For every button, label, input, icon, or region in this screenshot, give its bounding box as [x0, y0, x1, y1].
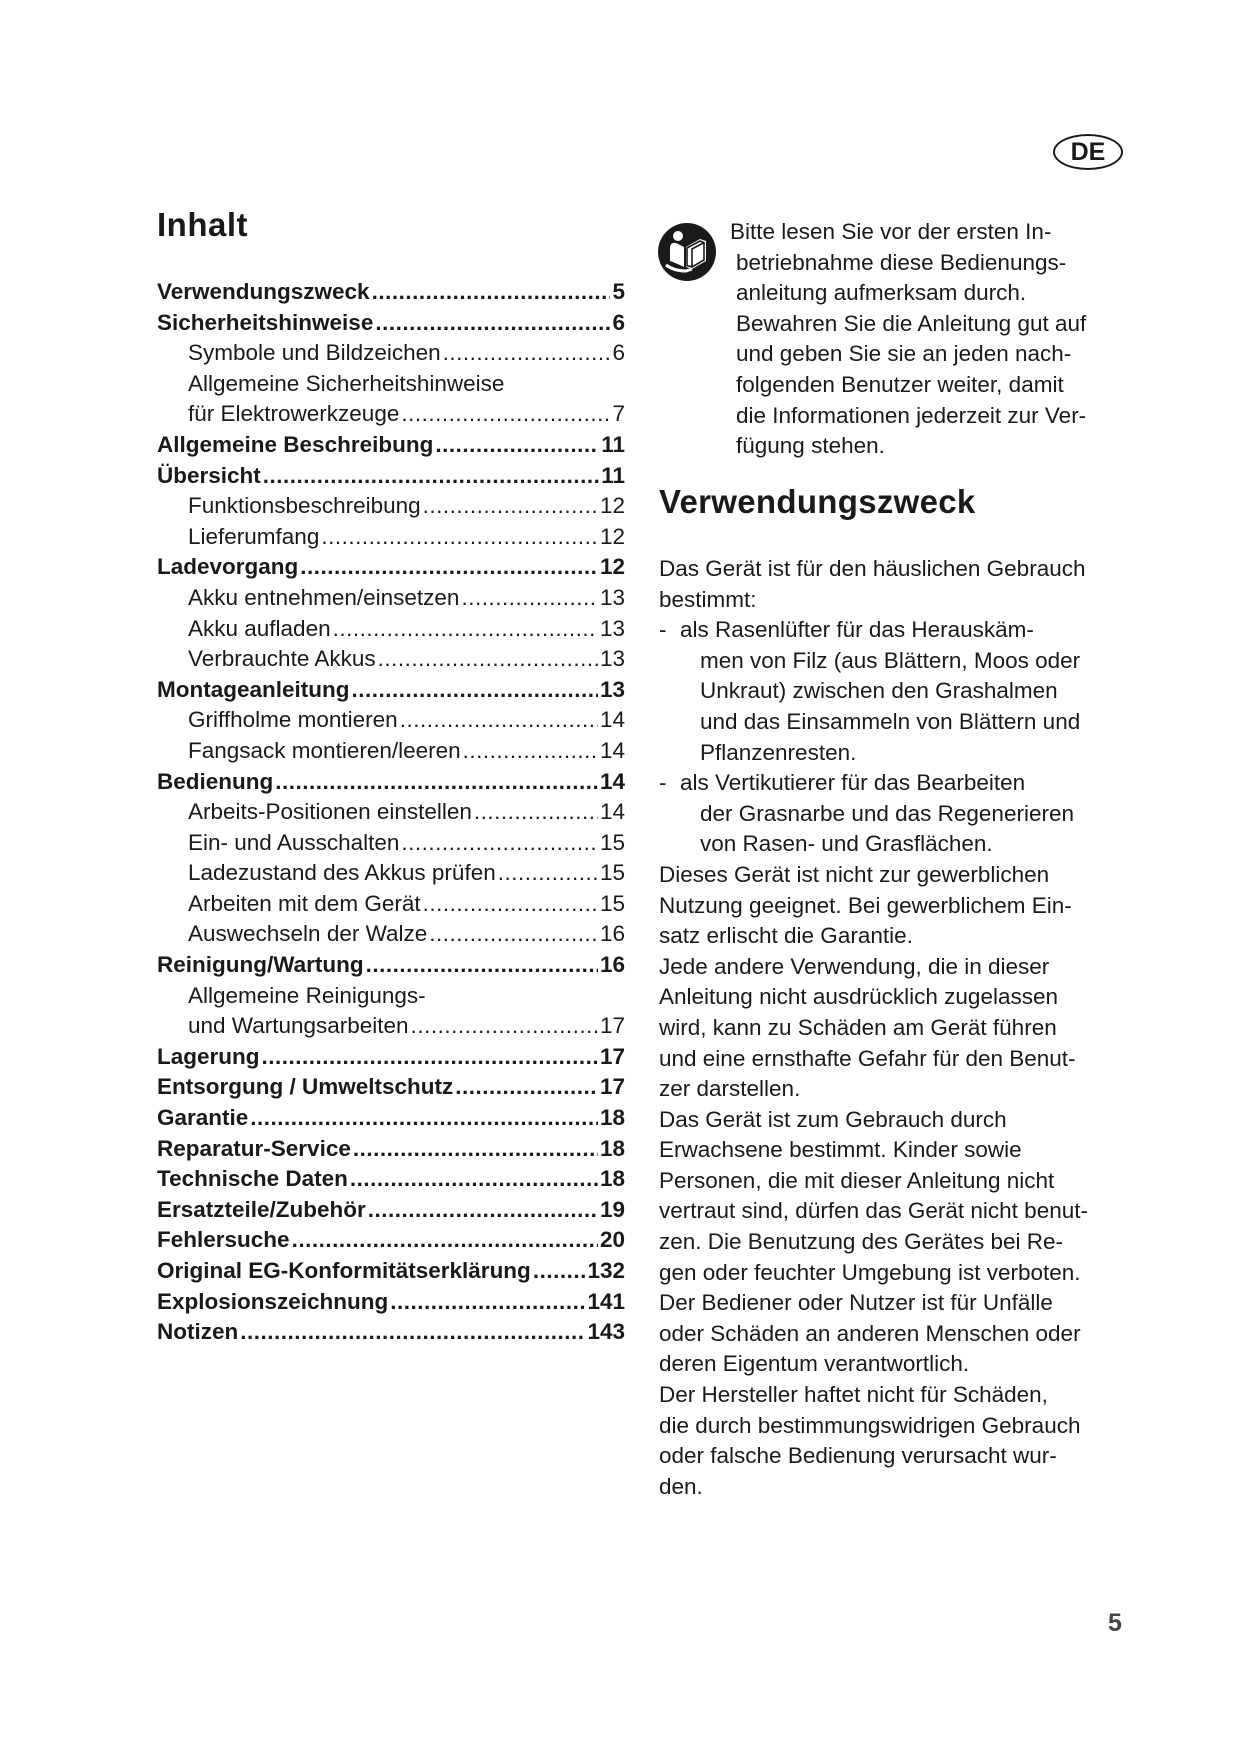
toc-entry-page: 14	[599, 737, 625, 763]
toc-entry-page: 18	[599, 1135, 625, 1161]
toc-entry-page: 20	[599, 1227, 625, 1253]
dot-leader	[455, 1072, 598, 1103]
toc-entry-label: Griffholme montieren	[188, 707, 398, 733]
body-line	[659, 1227, 1088, 1258]
toc-entry-page: 13	[599, 584, 625, 610]
toc-entry-page: 11	[601, 431, 625, 457]
toc-entry-label: Verbrauchte Akkus	[188, 646, 376, 672]
toc-entry	[157, 1103, 625, 1134]
table-of-contents	[157, 277, 625, 1348]
toc-entry	[157, 461, 625, 492]
dot-leader	[435, 430, 599, 461]
toc-entry	[157, 1287, 625, 1318]
body-line-text: zen. Die Benutzung des Gerätes bei Re-	[659, 1229, 1063, 1255]
body-line	[659, 738, 1088, 769]
toc-entry	[157, 1195, 625, 1226]
dot-leader	[263, 461, 599, 492]
body-line-text: von Rasen- und Grasflächen.	[700, 831, 993, 857]
toc-entry-label: Akku aufladen	[188, 615, 331, 641]
body-line-text: Anleitung nicht ausdrücklich zugelassen	[659, 984, 1058, 1010]
intro-line: Bitte lesen Sie vor der ersten In-	[730, 219, 1052, 244]
dot-leader	[292, 1225, 598, 1256]
body-line-text: deren Eigentum verantwortlich.	[659, 1351, 970, 1377]
dot-leader	[250, 1103, 598, 1134]
toc-entry-page: 14	[599, 768, 625, 794]
toc-entry-page: 6	[612, 309, 625, 335]
dot-leader	[321, 522, 598, 553]
toc-entry	[157, 797, 625, 828]
body-line-text: vertraut sind, dürfen das Gerät nicht benut-	[659, 1198, 1088, 1224]
toc-title: Inhalt	[157, 206, 248, 243]
body-line	[659, 1411, 1088, 1442]
toc-entry-label: Sicherheitshinweise	[157, 309, 374, 335]
toc-entry	[157, 889, 625, 920]
toc-entry-label: Original EG-Konformitätserklärung	[157, 1258, 531, 1283]
body-line-text: und eine ernsthafte Gefahr für den Benut-	[659, 1045, 1076, 1071]
toc-entry-page: 14	[599, 799, 625, 825]
body-line	[659, 707, 1088, 738]
body-line-text: Das Gerät ist für den häuslichen Gebrauch	[659, 556, 1086, 581]
toc-entry-label: Ein- und Ausschalten	[188, 829, 400, 855]
dot-leader	[378, 644, 598, 675]
body-line-text: Unkraut) zwischen den Grashalmen	[700, 678, 1058, 704]
body-line	[659, 829, 1088, 860]
body-line	[659, 891, 1088, 922]
toc-entry	[157, 522, 625, 553]
body-line	[659, 1135, 1088, 1166]
dot-leader	[400, 705, 598, 736]
toc-entry-page: 15	[599, 829, 625, 855]
toc-entry-page: 141	[587, 1288, 625, 1314]
toc-entry-label: Lagerung	[157, 1043, 260, 1069]
toc-entry-page: 18	[599, 1166, 625, 1192]
toc-entry	[157, 1164, 625, 1195]
toc-entry-page: 6	[612, 340, 625, 366]
toc-entry-page: 13	[599, 615, 625, 641]
dot-leader	[372, 277, 611, 308]
body-line-text: Nutzung geeignet. Bei gewerblichem Ein-	[659, 892, 1072, 918]
dot-leader	[275, 767, 598, 798]
toc-entry-page: 18	[599, 1105, 625, 1131]
toc-entry-label: Ladevorgang	[157, 554, 299, 580]
toc-entry-page: 11	[601, 462, 625, 488]
dot-leader	[353, 1134, 598, 1165]
toc-entry-page: 7	[612, 401, 625, 427]
body-line	[659, 860, 1088, 891]
bullet-line	[659, 615, 1088, 646]
toc-entry-label: Symbole und Bildzeichen	[188, 340, 441, 366]
dot-leader	[423, 491, 598, 522]
toc-entry-label: Fehlersuche	[157, 1227, 290, 1253]
toc-entry-page: 17	[599, 1043, 625, 1069]
toc-entry-label: Reinigung/Wartung	[157, 952, 364, 978]
toc-entry	[157, 1072, 625, 1103]
body-line	[659, 921, 1088, 952]
toc-entry-page: 143	[587, 1319, 625, 1345]
dot-leader	[366, 950, 598, 981]
toc-entry-label: Übersicht	[157, 462, 261, 488]
body-line-text: als Rasenlüfter für das Herauskäm-	[680, 617, 1034, 643]
toc-entry-label: Allgemeine Beschreibung	[157, 431, 434, 457]
toc-entry-label: Ersatzteile/Zubehör	[157, 1196, 366, 1222]
intro-line: folgenden Benutzer weiter, damit	[736, 371, 1064, 397]
toc-entry-label: Garantie	[157, 1105, 249, 1131]
body-line	[659, 554, 1088, 585]
dot-leader	[390, 1287, 585, 1318]
toc-entry-label: Arbeits-Positionen einstellen	[188, 799, 472, 825]
toc-entry-label: Verwendungszweck	[157, 279, 370, 304]
toc-entry	[157, 552, 625, 583]
toc-entry-page: 12	[599, 493, 625, 519]
toc-entry	[157, 919, 625, 950]
dot-leader	[429, 919, 598, 950]
toc-entry	[157, 981, 625, 1012]
body-line	[659, 1074, 1088, 1105]
toc-entry-label: und Wartungsarbeiten	[188, 1013, 409, 1039]
body-line-text: men von Filz (aus Blättern, Moos oder	[700, 647, 1081, 673]
intro-line: betriebnahme diese Bedienungs-	[736, 249, 1067, 275]
body-line-text: den.	[659, 1473, 703, 1499]
toc-entry	[157, 767, 625, 798]
toc-entry-label: Funktionsbeschreibung	[188, 493, 421, 519]
toc-entry	[157, 950, 625, 981]
toc-entry	[157, 736, 625, 767]
dot-leader	[350, 1164, 598, 1195]
body-line-text: Der Hersteller haftet nicht für Schäden,	[659, 1382, 1048, 1408]
toc-entry	[157, 491, 625, 522]
toc-entry-page: 13	[599, 646, 625, 672]
toc-entry	[157, 369, 625, 400]
section-title: Verwendungszweck	[659, 483, 976, 520]
dot-leader	[368, 1195, 598, 1226]
toc-entry	[157, 1011, 625, 1042]
body-line	[659, 1349, 1088, 1380]
toc-entry-label: Auswechseln der Walze	[188, 921, 428, 947]
body-line	[659, 799, 1088, 830]
toc-entry	[157, 644, 625, 675]
body-line	[659, 646, 1088, 677]
toc-entry	[157, 1256, 625, 1287]
body-line	[659, 1013, 1088, 1044]
toc-entry	[157, 675, 625, 706]
dot-leader	[352, 675, 598, 706]
dot-leader	[300, 552, 598, 583]
body-line-text: gen oder feuchter Umgebung ist verboten.	[659, 1259, 1081, 1285]
body-line-text: wird, kann zu Schäden am Gerät führen	[659, 1014, 1057, 1040]
dot-leader	[463, 736, 598, 767]
toc-entry	[157, 430, 625, 461]
body-line-text: Jede andere Verwendung, die in dieser	[659, 953, 1050, 979]
body-line-text: zer darstellen.	[659, 1076, 801, 1102]
body-line	[659, 585, 1088, 616]
dot-leader	[411, 1011, 598, 1042]
bullet-line	[659, 768, 1088, 799]
toc-entry	[157, 1134, 625, 1165]
toc-entry	[157, 1225, 625, 1256]
body-line	[659, 1166, 1088, 1197]
toc-entry-label: Explosionszeichnung	[157, 1288, 389, 1314]
toc-entry	[157, 858, 625, 889]
toc-entry-page: 17	[599, 1074, 625, 1100]
toc-entry-label: für Elektrowerkzeuge	[188, 401, 400, 427]
toc-entry-page: 17	[599, 1013, 625, 1039]
toc-entry-page: 5	[612, 279, 625, 304]
dot-leader	[533, 1256, 586, 1287]
toc-entry	[157, 1042, 625, 1073]
toc-entry-label: Lieferumfang	[188, 523, 320, 549]
body-line-text: die durch bestimmungswidrigen Gebrauch	[659, 1412, 1081, 1438]
toc-entry-label: Entsorgung / Umweltschutz	[157, 1074, 454, 1100]
dot-leader	[262, 1042, 598, 1073]
toc-entry	[157, 399, 625, 430]
toc-entry-page: 19	[599, 1196, 625, 1222]
toc-entry-page: 15	[599, 890, 625, 916]
toc-entry-label: Technische Daten	[157, 1166, 348, 1192]
toc-entry-label: Notizen	[157, 1319, 239, 1345]
toc-entry-label: Fangsack montieren/leeren	[188, 737, 461, 763]
toc-entry-label: Ladezustand des Akkus prüfen	[188, 860, 496, 886]
body-line-text: Der Bediener oder Nutzer ist für Unfälle	[659, 1290, 1053, 1316]
body-line	[659, 1044, 1088, 1075]
toc-entry-page: 12	[599, 554, 625, 580]
body-line	[659, 676, 1088, 707]
toc-entry	[157, 338, 625, 369]
dot-leader	[423, 889, 598, 920]
body-line	[659, 1105, 1088, 1136]
dot-leader	[498, 858, 598, 889]
dot-leader	[333, 614, 598, 645]
body-line	[659, 1472, 1088, 1503]
body-line	[659, 1196, 1088, 1227]
toc-entry-page: 14	[599, 707, 625, 733]
body-line-text: Erwachsene bestimmt. Kinder sowie	[659, 1137, 1022, 1163]
section-body	[659, 554, 1088, 1502]
toc-entry	[157, 277, 625, 308]
dot-leader	[375, 308, 610, 339]
body-line	[659, 1380, 1088, 1411]
bullet-marker: -	[659, 617, 667, 643]
toc-entry	[157, 308, 625, 339]
body-line	[659, 982, 1088, 1013]
toc-entry-page: 15	[599, 860, 625, 886]
body-line-text: Das Gerät ist zum Gebrauch durch	[659, 1106, 1007, 1132]
dot-leader	[240, 1317, 585, 1348]
dot-leader	[401, 828, 598, 859]
toc-entry	[157, 828, 625, 859]
intro-notice	[730, 217, 1086, 462]
toc-entry	[157, 1317, 625, 1348]
toc-entry	[157, 705, 625, 736]
intro-line: anleitung aufmerksam durch.	[736, 280, 1027, 306]
bullet-marker: -	[659, 770, 667, 796]
toc-entry-page: 132	[587, 1258, 625, 1283]
body-line-text: oder Schäden an anderen Menschen oder	[659, 1320, 1081, 1346]
body-line-text: Personen, die mit dieser Anleitung nicht	[659, 1167, 1055, 1193]
toc-entry-label: Bedienung	[157, 768, 274, 794]
intro-line: Bewahren Sie die Anleitung gut auf	[736, 310, 1087, 336]
toc-entry-page: 16	[599, 921, 625, 947]
body-line	[659, 1258, 1088, 1289]
body-line-text: und das Einsammeln von Blättern und	[700, 708, 1081, 734]
toc-entry-label: Reparatur-Service	[157, 1135, 351, 1161]
body-line-text: bestimmt:	[659, 586, 757, 612]
dot-leader	[443, 338, 611, 369]
toc-entry-label: Allgemeine Sicherheitshinweise	[188, 370, 505, 396]
toc-entry-label: Allgemeine Reinigungs-	[188, 982, 426, 1008]
dot-leader	[474, 797, 598, 828]
toc-entry-page: 12	[599, 523, 625, 549]
read-manual-icon	[656, 221, 718, 283]
body-line-text: satz erlischt die Garantie.	[659, 923, 913, 949]
toc-entry	[157, 614, 625, 645]
body-line	[659, 952, 1088, 983]
toc-entry-page: 13	[599, 676, 625, 702]
dot-leader	[401, 399, 610, 430]
body-line-text: oder falsche Bedienung verursacht wur-	[659, 1443, 1057, 1469]
toc-entry-label: Akku entnehmen/einsetzen	[188, 584, 460, 610]
intro-line: fügung stehen.	[736, 433, 885, 459]
intro-line: die Informationen jederzeit zur Ver-	[736, 402, 1087, 428]
toc-entry	[157, 583, 625, 614]
body-line-text: Pflanzenresten.	[700, 739, 857, 765]
body-line-text: Dieses Gerät ist nicht zur gewerblichen	[659, 861, 1050, 887]
body-line-text: der Grasnarbe und das Regenerieren	[700, 800, 1074, 826]
intro-line: und geben Sie sie an jeden nach-	[736, 341, 1072, 367]
body-line	[659, 1288, 1088, 1319]
page-number: 5	[1108, 1609, 1122, 1637]
toc-entry-label: Montageanleitung	[157, 676, 350, 702]
language-badge: DE	[1053, 134, 1123, 170]
toc-entry-label: Arbeiten mit dem Gerät	[188, 890, 421, 916]
toc-entry-page: 16	[599, 952, 625, 978]
dot-leader	[461, 583, 598, 614]
body-line-text: als Vertikutierer für das Bearbeiten	[680, 770, 1026, 796]
body-line	[659, 1441, 1088, 1472]
body-line	[659, 1319, 1088, 1350]
